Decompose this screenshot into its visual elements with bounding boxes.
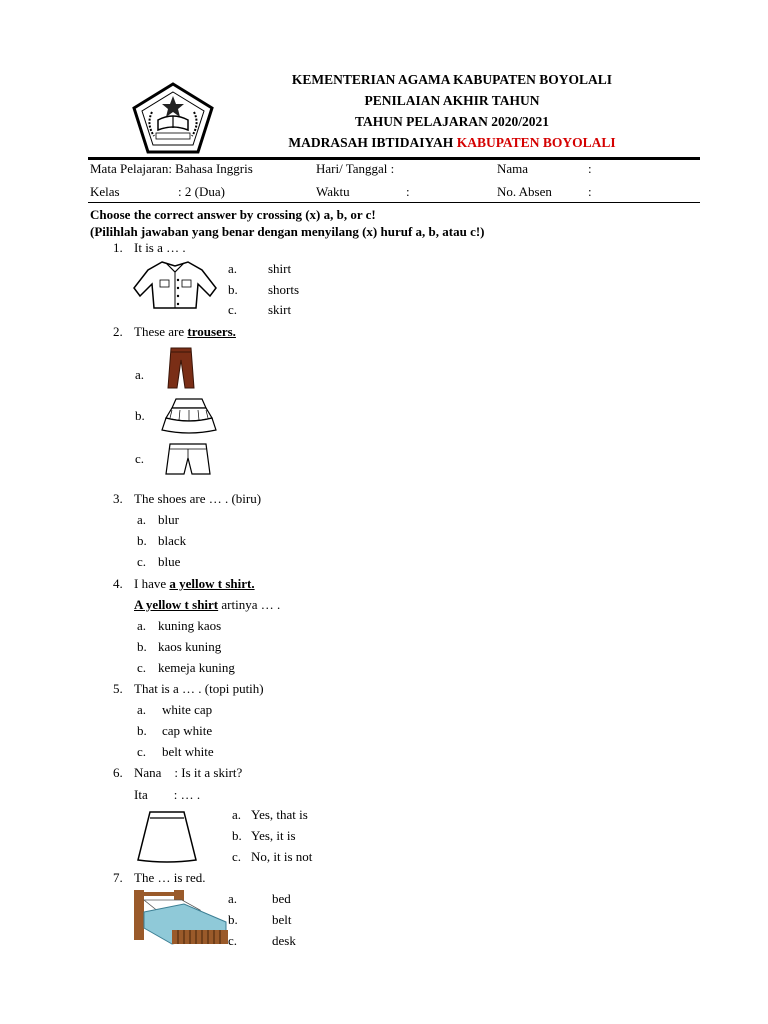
class-label: Kelas <box>90 184 120 199</box>
header-school <box>242 135 662 151</box>
q7-number: 7. <box>113 870 123 885</box>
q6-option-c-text[interactable]: No, it is not <box>251 849 313 864</box>
q2-text-bold: trousers. <box>187 324 236 339</box>
q6-option-b-letter[interactable]: b. <box>232 828 242 843</box>
q7-text: The … is red. <box>134 870 206 885</box>
name-label: Nama <box>497 161 529 176</box>
q1-option-a-letter[interactable]: a. <box>228 261 238 276</box>
q6-option-c-letter[interactable]: c. <box>232 849 242 864</box>
q4-line2 <box>134 597 280 613</box>
q6-option-a-text[interactable]: Yes, that is <box>251 807 308 822</box>
q4-option-a-text[interactable]: kuning kaos <box>158 618 222 633</box>
q3-option-c-letter[interactable]: c. <box>137 554 147 569</box>
q3-option-b-text[interactable]: black <box>158 533 187 548</box>
header-school-name: MADRASAH IBTIDAIYAH <box>288 135 454 150</box>
q6-option-b-text[interactable]: Yes, it is <box>251 828 296 843</box>
q7-option-b-text[interactable]: belt <box>272 912 292 927</box>
q4-number: 4. <box>113 576 123 591</box>
q3-text: The shoes are … . (biru) <box>134 491 262 506</box>
q6-number: 6. <box>113 765 123 780</box>
subject-label: Mata Pelajaran: Bahasa Inggris <box>90 161 253 176</box>
q2-option-b-letter[interactable]: b. <box>135 408 145 423</box>
q4-option-c-text[interactable]: kemeja kuning <box>158 660 235 675</box>
skirt-image <box>136 810 198 864</box>
q2-text-plain: These are <box>134 324 188 339</box>
q1-option-a-text[interactable]: shirt <box>268 261 292 276</box>
q7-option-b-letter[interactable]: b. <box>228 912 238 927</box>
q3-option-a-text[interactable]: blur <box>158 512 179 527</box>
shirt-image <box>130 258 220 316</box>
q1-number: 1. <box>113 240 123 255</box>
kemenag-logo <box>132 82 214 154</box>
name-colon: : <box>588 161 592 176</box>
q4-option-b-text[interactable]: kaos kuning <box>158 639 222 654</box>
q4-text-bold: a yellow t shirt. <box>169 576 255 591</box>
header-rule <box>88 157 700 160</box>
instruction-english: Choose the correct answer by crossing (x) a, b, or c! <box>90 207 376 222</box>
time-colon: : <box>406 184 410 199</box>
header-school-region: KABUPATEN BOYOLALI <box>456 135 616 150</box>
q5-option-a-letter[interactable]: a. <box>137 702 147 717</box>
instruction-indonesian: (Pilihlah jawaban yang benar dengan menyilang (x) huruf a, b, atau c!) <box>90 224 485 239</box>
q6-line1: Nana : Is it a skirt? <box>134 765 243 780</box>
q2-option-c-letter[interactable]: c. <box>135 451 145 466</box>
q4-option-c-letter[interactable]: c. <box>137 660 147 675</box>
header-ministry: KEMENTERIAN AGAMA KABUPATEN BOYOLALI <box>291 72 613 87</box>
q3-number: 3. <box>113 491 123 506</box>
q7-option-c-letter[interactable]: c. <box>228 933 238 948</box>
info-rule <box>88 202 700 203</box>
q7-option-a-text[interactable]: bed <box>272 891 291 906</box>
q4-line2-rest: artinya … . <box>218 597 281 612</box>
q4-option-a-letter[interactable]: a. <box>137 618 147 633</box>
q1-text: It is a … . <box>134 240 186 255</box>
q2-number: 2. <box>113 324 123 339</box>
q3-option-a-letter[interactable]: a. <box>137 512 147 527</box>
time-label: Waktu <box>316 184 350 199</box>
q5-number: 5. <box>113 681 123 696</box>
header-exam: PENILAIAN AKHIR TAHUN <box>364 93 540 108</box>
q6-option-a-letter[interactable]: a. <box>232 807 242 822</box>
q5-option-b-text[interactable]: cap white <box>162 723 213 738</box>
trousers-image[interactable] <box>166 346 196 390</box>
q2-text <box>134 324 236 340</box>
bed-image <box>130 886 230 948</box>
q4-option-b-letter[interactable]: b. <box>137 639 147 654</box>
q6-line2: Ita : … . <box>134 787 201 802</box>
skirt-ruffle-image[interactable] <box>160 396 218 436</box>
shorts-image[interactable] <box>164 442 212 478</box>
header-year: TAHUN PELAJARAN 2020/2021 <box>354 114 549 129</box>
q7-option-c-text[interactable]: desk <box>272 933 296 948</box>
q5-option-c-letter[interactable]: c. <box>137 744 147 759</box>
q5-option-b-letter[interactable]: b. <box>137 723 147 738</box>
q2-option-a-letter[interactable]: a. <box>135 367 145 382</box>
class-value: : 2 (Dua) <box>178 184 225 199</box>
date-label: Hari/ Tanggal : <box>316 161 395 176</box>
q5-option-a-text[interactable]: white cap <box>162 702 213 717</box>
absence-label: No. Absen <box>497 184 552 199</box>
q5-option-c-text[interactable]: belt white <box>162 744 214 759</box>
q1-option-b-letter[interactable]: b. <box>228 282 238 297</box>
absence-colon: : <box>588 184 592 199</box>
q3-option-b-letter[interactable]: b. <box>137 533 147 548</box>
q5-text: That is a … . (topi putih) <box>134 681 264 696</box>
q4-text-plain: I have <box>134 576 170 591</box>
q4-text <box>134 576 255 592</box>
q1-option-c-text[interactable]: skirt <box>268 302 292 317</box>
q1-option-c-letter[interactable]: c. <box>228 302 238 317</box>
q1-option-b-text[interactable]: shorts <box>268 282 300 297</box>
q4-line2-bold: A yellow t shirt <box>134 597 219 612</box>
q3-option-c-text[interactable]: blue <box>158 554 181 569</box>
q7-option-a-letter[interactable]: a. <box>228 891 238 906</box>
